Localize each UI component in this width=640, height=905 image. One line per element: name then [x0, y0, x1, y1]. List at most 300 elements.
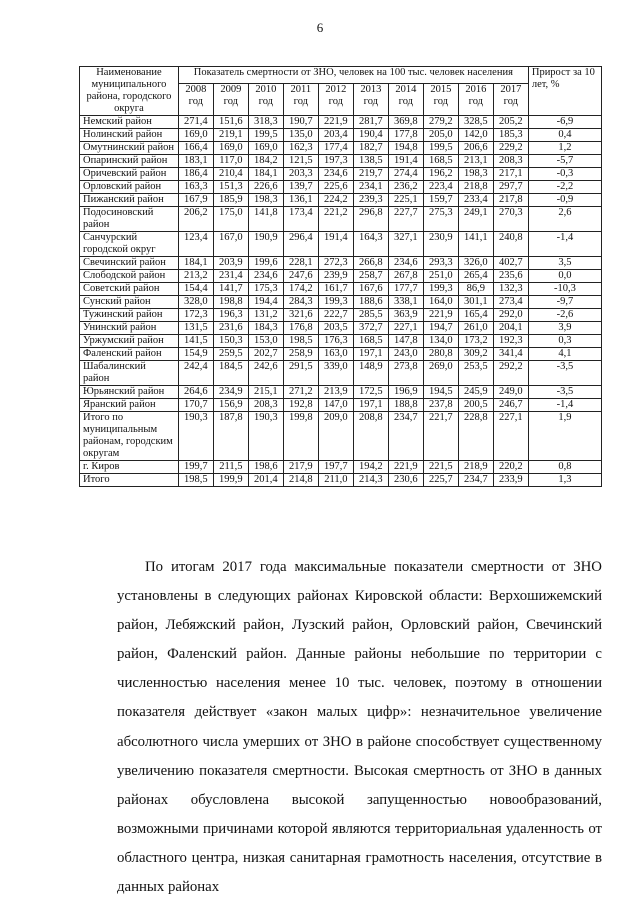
row-value: 327,1: [388, 232, 423, 257]
row-value: 169,0: [178, 129, 213, 142]
row-name: Шабалинский район: [80, 361, 179, 386]
row-value: 174,2: [283, 283, 318, 296]
row-value: 169,0: [248, 142, 283, 155]
row-value: 243,0: [388, 348, 423, 361]
row-value: 234,7: [458, 474, 493, 487]
row-name: Санчурский городской округ: [80, 232, 179, 257]
row-value: 199,8: [283, 412, 318, 461]
table-row: [80, 155, 602, 168]
row-value: 199,3: [318, 296, 353, 309]
row-value: 213,9: [318, 386, 353, 399]
row-value: 141,5: [178, 335, 213, 348]
row-value: 198,3: [458, 168, 493, 181]
row-value: 151,6: [213, 116, 248, 129]
row-growth: 0,3: [528, 335, 601, 348]
row-value: 131,5: [178, 322, 213, 335]
row-value: 271,4: [178, 116, 213, 129]
row-value: 138,5: [353, 155, 388, 168]
row-value: 247,6: [283, 270, 318, 283]
row-value: 199,6: [248, 257, 283, 270]
body-paragraph: [117, 553, 602, 902]
row-value: 222,7: [318, 309, 353, 322]
row-value: 117,0: [213, 155, 248, 168]
row-value: 186,4: [178, 168, 213, 181]
row-value: 194,7: [423, 322, 458, 335]
row-value: 86,9: [458, 283, 493, 296]
row-growth: 3,5: [528, 257, 601, 270]
table-row: [80, 309, 602, 322]
row-growth: -1,4: [528, 232, 601, 257]
row-value: 213,1: [458, 155, 493, 168]
row-value: 239,9: [318, 270, 353, 283]
row-value: 203,4: [318, 129, 353, 142]
row-value: 234,6: [248, 270, 283, 283]
row-value: 194,2: [353, 461, 388, 474]
table-row: [80, 283, 602, 296]
row-value: 167,0: [213, 232, 248, 257]
table-row: [80, 474, 602, 487]
row-value: 184,1: [248, 168, 283, 181]
row-value: 188,8: [388, 399, 423, 412]
row-value: 163,3: [178, 181, 213, 194]
row-value: 225,6: [318, 181, 353, 194]
row-value: 184,1: [178, 257, 213, 270]
row-growth: 0,8: [528, 461, 601, 474]
table-row: [80, 322, 602, 335]
row-value: 273,8: [388, 361, 423, 386]
row-value: 234,6: [388, 257, 423, 270]
row-value: 185,3: [493, 129, 528, 142]
row-name: Пижанский район: [80, 194, 179, 207]
table-row: [80, 168, 602, 181]
row-value: 228,8: [458, 412, 493, 461]
table-row: [80, 129, 602, 142]
row-value: 258,7: [353, 270, 388, 283]
row-value: 175,3: [248, 283, 283, 296]
row-value: 339,0: [318, 361, 353, 386]
row-value: 266,8: [353, 257, 388, 270]
row-value: 245,9: [458, 386, 493, 399]
row-value: 159,7: [423, 194, 458, 207]
row-value: 253,5: [458, 361, 493, 386]
row-value: 205,0: [423, 129, 458, 142]
row-value: 233,9: [493, 474, 528, 487]
row-value: 234,9: [213, 386, 248, 399]
row-value: 258,9: [283, 348, 318, 361]
row-value: 218,9: [458, 461, 493, 474]
row-value: 170,7: [178, 399, 213, 412]
row-value: 221,7: [423, 412, 458, 461]
row-value: 328,0: [178, 296, 213, 309]
header-year: 2014 год: [388, 83, 423, 115]
header-year: 2011 год: [283, 83, 318, 115]
row-value: 209,0: [318, 412, 353, 461]
row-value: 161,7: [318, 283, 353, 296]
table-row: [80, 207, 602, 232]
row-value: 338,1: [388, 296, 423, 309]
row-value: 199,5: [248, 129, 283, 142]
row-value: 249,0: [493, 386, 528, 399]
row-value: 217,9: [283, 461, 318, 474]
row-name: г. Киров: [80, 461, 179, 474]
row-value: 234,7: [388, 412, 423, 461]
row-value: 168,5: [353, 335, 388, 348]
row-value: 217,1: [493, 168, 528, 181]
row-value: 231,6: [213, 322, 248, 335]
row-value: 229,2: [493, 142, 528, 155]
row-value: 141,8: [248, 207, 283, 232]
row-name: Омутнинский район: [80, 142, 179, 155]
row-name: Унинский район: [80, 322, 179, 335]
row-value: 239,3: [353, 194, 388, 207]
header-year: 2012 год: [318, 83, 353, 115]
row-value: 328,5: [458, 116, 493, 129]
row-value: 167,6: [353, 283, 388, 296]
table-row: [80, 335, 602, 348]
row-value: 164,0: [423, 296, 458, 309]
row-value: 173,2: [458, 335, 493, 348]
header-year: 2010 год: [248, 83, 283, 115]
row-value: 208,3: [248, 399, 283, 412]
row-value: 227,1: [493, 412, 528, 461]
row-value: 318,3: [248, 116, 283, 129]
row-value: 284,3: [283, 296, 318, 309]
table-row: [80, 386, 602, 399]
row-value: 156,9: [213, 399, 248, 412]
row-value: 265,4: [458, 270, 493, 283]
row-value: 273,4: [493, 296, 528, 309]
table-row: [80, 361, 602, 386]
row-name: Сунский район: [80, 296, 179, 309]
row-value: 369,8: [388, 116, 423, 129]
row-growth: 0,0: [528, 270, 601, 283]
row-value: 234,6: [318, 168, 353, 181]
row-value: 131,2: [248, 309, 283, 322]
row-value: 177,4: [318, 142, 353, 155]
row-growth: -6,9: [528, 116, 601, 129]
row-value: 194,4: [248, 296, 283, 309]
row-name: Немский район: [80, 116, 179, 129]
row-growth: -9,7: [528, 296, 601, 309]
row-value: 196,9: [388, 386, 423, 399]
row-value: 205,2: [493, 116, 528, 129]
row-value: 326,0: [458, 257, 493, 270]
table-row: [80, 116, 602, 129]
row-value: 198,8: [213, 296, 248, 309]
row-value: 237,8: [423, 399, 458, 412]
row-value: 166,4: [178, 142, 213, 155]
header-growth: Прирост за 10 лет, %: [528, 67, 601, 116]
row-value: 177,7: [388, 283, 423, 296]
row-value: 173,4: [283, 207, 318, 232]
row-value: 191,4: [318, 232, 353, 257]
row-growth: 1,9: [528, 412, 601, 461]
row-value: 309,2: [458, 348, 493, 361]
row-value: 301,1: [458, 296, 493, 309]
row-value: 240,8: [493, 232, 528, 257]
row-value: 141,1: [458, 232, 493, 257]
row-value: 190,4: [353, 129, 388, 142]
row-growth: 2,6: [528, 207, 601, 232]
row-value: 264,6: [178, 386, 213, 399]
row-value: 184,2: [248, 155, 283, 168]
table-body: [80, 116, 602, 487]
row-value: 136,1: [283, 194, 318, 207]
row-value: 224,2: [318, 194, 353, 207]
row-value: 198,3: [248, 194, 283, 207]
row-value: 197,1: [353, 399, 388, 412]
row-value: 251,0: [423, 270, 458, 283]
row-value: 236,2: [388, 181, 423, 194]
row-value: 372,7: [353, 322, 388, 335]
row-value: 281,7: [353, 116, 388, 129]
header-year: 2016 год: [458, 83, 493, 115]
row-value: 221,9: [423, 309, 458, 322]
row-value: 261,0: [458, 322, 493, 335]
row-value: 363,9: [388, 309, 423, 322]
table-row: [80, 348, 602, 361]
row-value: 197,7: [318, 461, 353, 474]
row-growth: -0,3: [528, 168, 601, 181]
row-value: 230,9: [423, 232, 458, 257]
header-year: 2017 год: [493, 83, 528, 115]
table-row: [80, 296, 602, 309]
row-value: 201,4: [248, 474, 283, 487]
row-value: 214,3: [353, 474, 388, 487]
row-value: 225,7: [423, 474, 458, 487]
row-value: 221,9: [318, 116, 353, 129]
row-growth: 0,4: [528, 129, 601, 142]
row-value: 197,3: [318, 155, 353, 168]
row-name: Яранский район: [80, 399, 179, 412]
row-name: Подосиновский район: [80, 207, 179, 232]
row-value: 172,3: [178, 309, 213, 322]
row-value: 206,6: [458, 142, 493, 155]
row-value: 210,4: [213, 168, 248, 181]
row-value: 402,7: [493, 257, 528, 270]
row-growth: 4,1: [528, 348, 601, 361]
row-value: 267,8: [388, 270, 423, 283]
row-value: 153,0: [248, 335, 283, 348]
row-value: 280,8: [423, 348, 458, 361]
row-value: 182,7: [353, 142, 388, 155]
row-value: 172,5: [353, 386, 388, 399]
row-value: 296,4: [283, 232, 318, 257]
row-value: 296,8: [353, 207, 388, 232]
table-row: [80, 232, 602, 257]
row-growth: -10,3: [528, 283, 601, 296]
row-value: 154,4: [178, 283, 213, 296]
row-value: 190,7: [283, 116, 318, 129]
row-value: 233,4: [458, 194, 493, 207]
row-value: 218,8: [458, 181, 493, 194]
row-value: 203,3: [283, 168, 318, 181]
row-value: 219,1: [213, 129, 248, 142]
table-row: [80, 181, 602, 194]
page-number: 6: [316, 20, 324, 35]
header-year: 2015 год: [423, 83, 458, 115]
row-name: Слободской район: [80, 270, 179, 283]
row-name: Уржумский район: [80, 335, 179, 348]
row-value: 198,6: [248, 461, 283, 474]
row-value: 187,8: [213, 412, 248, 461]
row-value: 141,7: [213, 283, 248, 296]
row-name: Юрьянский район: [80, 386, 179, 399]
row-growth: 3,9: [528, 322, 601, 335]
row-value: 198,5: [283, 335, 318, 348]
row-value: 234,1: [353, 181, 388, 194]
body-paragraph-text: По итогам 2017 года максимальные показатели смертности от ЗНО установлены в следующих районах Кировской области: Верхошижемский район, Лебяжский район, Лузский район, Орловский район, Свечинский район, Фаленский район. Данные районы небольшие по территории с численностью населения менее 10 тыс. человек, поэтому в отношении показателя действует «закон малых цифр»: незначительное увеличение абсолютного числа умерших от ЗНО в районе способствует существенному увеличению показателя смертности. Высокая смертность от ЗНО в данных районах обусловлена высокой запущенностью новообразований, возможными причинами которой являются территориальная удаленность от областного центра, низкая санитарная грамотность населения, отсутствие в данных районах: [117, 559, 602, 896]
table-row: [80, 399, 602, 412]
row-value: 285,5: [353, 309, 388, 322]
row-value: 176,8: [283, 322, 318, 335]
row-name: Опаринский район: [80, 155, 179, 168]
row-name: Итого по муниципальным районам, городским округам: [80, 412, 179, 461]
row-value: 225,1: [388, 194, 423, 207]
row-value: 297,7: [493, 181, 528, 194]
row-value: 177,8: [388, 129, 423, 142]
row-value: 291,5: [283, 361, 318, 386]
row-value: 274,4: [388, 168, 423, 181]
row-value: 188,6: [353, 296, 388, 309]
row-value: 147,0: [318, 399, 353, 412]
row-value: 220,2: [493, 461, 528, 474]
row-growth: -2,2: [528, 181, 601, 194]
row-value: 139,7: [283, 181, 318, 194]
row-value: 154,9: [178, 348, 213, 361]
row-value: 123,4: [178, 232, 213, 257]
row-value: 219,7: [353, 168, 388, 181]
row-name: Свечинский район: [80, 257, 179, 270]
row-value: 147,8: [388, 335, 423, 348]
row-value: 176,3: [318, 335, 353, 348]
header-name-column: Наименование муниципального района, городского округа: [80, 67, 179, 116]
row-value: 198,5: [178, 474, 213, 487]
row-value: 190,3: [248, 412, 283, 461]
row-growth: -3,5: [528, 386, 601, 399]
row-value: 292,2: [493, 361, 528, 386]
row-value: 190,3: [178, 412, 213, 461]
row-value: 169,0: [213, 142, 248, 155]
table-row: [80, 194, 602, 207]
row-value: 121,5: [283, 155, 318, 168]
row-value: 208,3: [493, 155, 528, 168]
row-value: 227,1: [388, 322, 423, 335]
row-value: 190,9: [248, 232, 283, 257]
row-value: 202,7: [248, 348, 283, 361]
row-value: 151,3: [213, 181, 248, 194]
row-value: 167,9: [178, 194, 213, 207]
row-name: Нолинский район: [80, 129, 179, 142]
row-name: Итого: [80, 474, 179, 487]
row-value: 259,5: [213, 348, 248, 361]
row-value: 199,5: [423, 142, 458, 155]
row-value: 163,0: [318, 348, 353, 361]
row-value: 214,8: [283, 474, 318, 487]
row-value: 184,3: [248, 322, 283, 335]
row-value: 132,3: [493, 283, 528, 296]
row-value: 235,6: [493, 270, 528, 283]
row-value: 230,6: [388, 474, 423, 487]
row-value: 203,5: [318, 322, 353, 335]
row-value: 221,5: [423, 461, 458, 474]
row-value: 175,0: [213, 207, 248, 232]
row-value: 199,9: [213, 474, 248, 487]
row-value: 199,3: [423, 283, 458, 296]
row-name: Тужинский район: [80, 309, 179, 322]
row-value: 197,1: [353, 348, 388, 361]
row-value: 142,0: [458, 129, 493, 142]
row-value: 148,9: [353, 361, 388, 386]
row-value: 215,1: [248, 386, 283, 399]
row-value: 192,8: [283, 399, 318, 412]
header-year: 2008 год: [178, 83, 213, 115]
row-value: 211,5: [213, 461, 248, 474]
row-value: 162,3: [283, 142, 318, 155]
row-name: Орловский район: [80, 181, 179, 194]
row-growth: -3,5: [528, 361, 601, 386]
row-value: 321,6: [283, 309, 318, 322]
row-value: 134,0: [423, 335, 458, 348]
row-value: 217,8: [493, 194, 528, 207]
row-value: 231,4: [213, 270, 248, 283]
row-value: 213,2: [178, 270, 213, 283]
table-row: [80, 257, 602, 270]
row-value: 168,5: [423, 155, 458, 168]
row-value: 150,3: [213, 335, 248, 348]
header-year: 2009 год: [213, 83, 248, 115]
row-value: 279,2: [423, 116, 458, 129]
row-growth: -1,4: [528, 399, 601, 412]
row-value: 183,1: [178, 155, 213, 168]
row-value: 184,5: [213, 361, 248, 386]
row-name: Советский район: [80, 283, 179, 296]
row-value: 194,8: [388, 142, 423, 155]
row-value: 270,3: [493, 207, 528, 232]
row-value: 203,9: [213, 257, 248, 270]
row-growth: -0,9: [528, 194, 601, 207]
header-year: 2013 год: [353, 83, 388, 115]
row-growth: -2,6: [528, 309, 601, 322]
table-row: [80, 270, 602, 283]
row-value: 208,8: [353, 412, 388, 461]
row-growth: 1,2: [528, 142, 601, 155]
row-name: Фаленский район: [80, 348, 179, 361]
row-value: 196,2: [423, 168, 458, 181]
table-row: [80, 412, 602, 461]
row-value: 227,7: [388, 207, 423, 232]
row-value: 272,3: [318, 257, 353, 270]
table-row: [80, 461, 602, 474]
row-value: 194,5: [423, 386, 458, 399]
row-value: 200,5: [458, 399, 493, 412]
row-value: 221,2: [318, 207, 353, 232]
row-value: 269,0: [423, 361, 458, 386]
row-growth: -5,7: [528, 155, 601, 168]
row-value: 204,1: [493, 322, 528, 335]
row-value: 199,7: [178, 461, 213, 474]
row-value: 292,0: [493, 309, 528, 322]
row-value: 206,2: [178, 207, 213, 232]
row-value: 246,7: [493, 399, 528, 412]
row-value: 223,4: [423, 181, 458, 194]
table-row: [80, 142, 602, 155]
row-value: 211,0: [318, 474, 353, 487]
row-value: 341,4: [493, 348, 528, 361]
mortality-table: [79, 66, 602, 487]
row-value: 192,3: [493, 335, 528, 348]
row-value: 191,4: [388, 155, 423, 168]
